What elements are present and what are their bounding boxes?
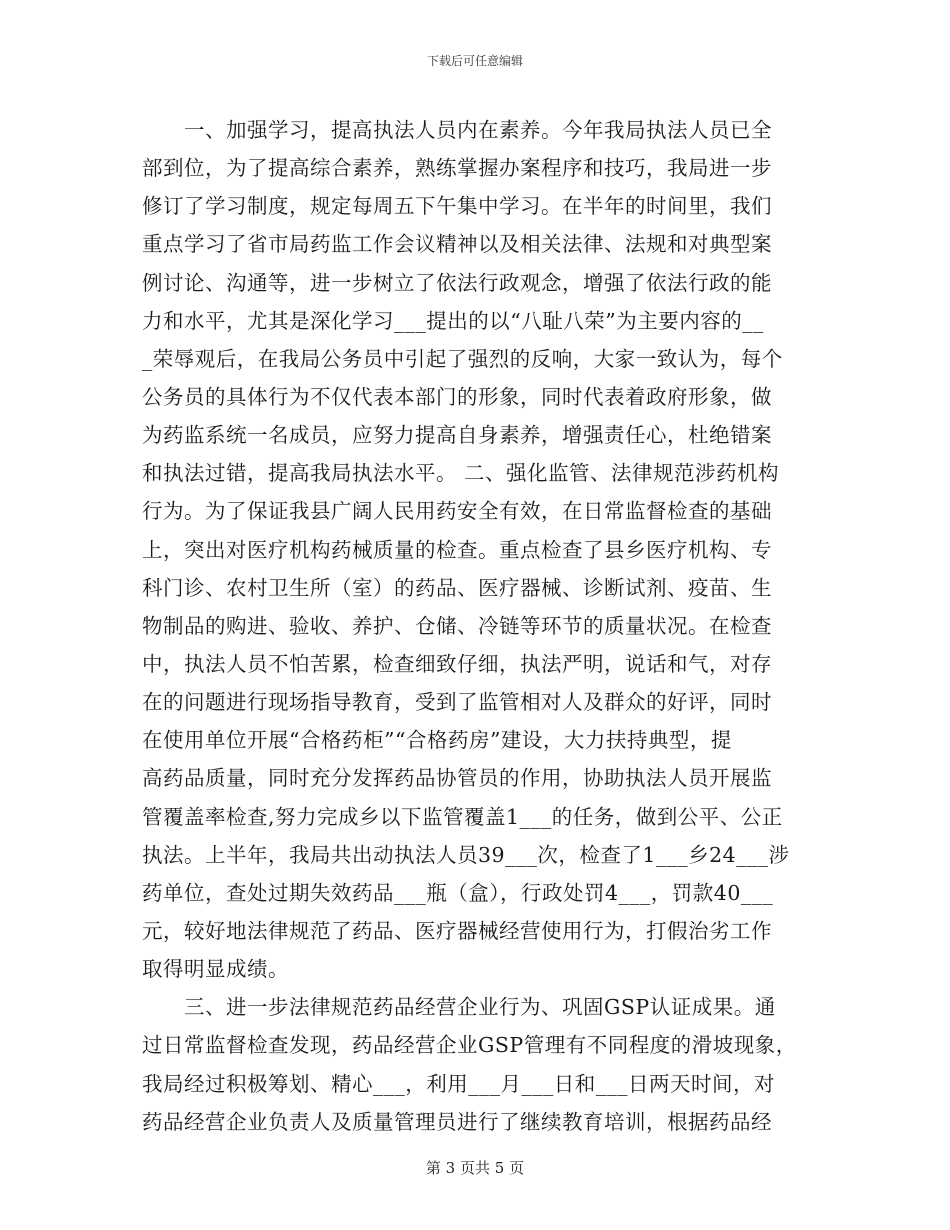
- text-line: 行为。为了保证我县广阔人民用药安全有效，在日常监督检查的基础: [142, 499, 772, 524]
- text-line: 管覆盖率检查,努力完成乡以下监管覆盖1___的任务，做到公平、公正: [142, 804, 783, 829]
- text-line: 科门诊、农村卫生所（室）的药品、医疗器械、诊断试剂、疫苗、生: [142, 575, 772, 600]
- text-line: 元，较好地法律规范了药品、医疗器械经营使用行为，打假治劣工作: [142, 918, 772, 943]
- text-line: 取得明显成绩。: [142, 957, 289, 982]
- text-line: 一、加强学习，提高执法人员内在素养。今年我局执法人员已全: [142, 118, 772, 142]
- document-body: [142, 111, 810, 1141]
- text-line: 过日常监督检查发现，药品经营企业GSP管理有不同程度的滑坡现象，: [142, 1033, 797, 1058]
- text-line: 高药品质量，同时充分发挥药品协管员的作用，协助执法人员开展监: [142, 766, 772, 791]
- text-line: 力和水平，尤其是深化学习___提出的以“八耻八荣”为主要内容的__: [142, 308, 764, 333]
- text-line: 中，执法人员不怕苦累，检查细致仔细，执法严明，说话和气，对存: [142, 651, 772, 676]
- text-line: 公务员的具体行为不仅代表本部门的形象，同时代表着政府形象，做: [142, 384, 772, 409]
- text-line: 在的问题进行现场指导教育，受到了监管相对人及群众的好评，同时: [142, 690, 772, 715]
- page-header: 下载后可任意编辑: [426, 54, 523, 68]
- text-line: 我局经过积极筹划、精心___，利用___月___日和___日两天时间，对: [142, 1071, 775, 1096]
- text-line: 上，突出对医疗机构药械质量的检查。重点检查了县乡医疗机构、专: [142, 537, 772, 562]
- page-number: 第 3 页共 5 页: [425, 1159, 525, 1177]
- text-line: 重点学习了省市局药监工作会议精神以及相关法律、法规和对典型案: [142, 232, 772, 257]
- text-line: 药品经营企业负责人及质量管理员进行了继续教育培训，根据药品经: [142, 1109, 772, 1134]
- text-line: 部到位，为了提高综合素养，熟练掌握办案程序和技巧，我局进一步: [142, 156, 772, 181]
- text-line: 物制品的购进、验收、养护、仓储、冷链等环节的质量状况。在检查: [142, 613, 772, 638]
- text-line: _荣辱观后，在我局公务员中引起了强烈的反响，大家一致认为，每个: [142, 346, 783, 371]
- text-line: 三、进一步法律规范药品经营企业行为、巩固GSP认证成果。通: [142, 995, 776, 1020]
- text-line: 在使用单位开展“合格药柜”“合格药房”建设，大力扶持典型，提: [142, 728, 732, 753]
- text-line: 例讨论、沟通等，进一步树立了依法行政观念，增强了依法行政的能: [142, 270, 772, 295]
- text-line: 为药监系统一名成员，应努力提高自身素养，增强责任心，杜绝错案: [142, 423, 772, 448]
- text-line: 修订了学习制度，规定每周五下午集中学习。在半年的时间里，我们: [142, 194, 772, 219]
- text-line: 执法。上半年，我局共出动执法人员39___次，检查了1___乡24___涉: [142, 842, 790, 867]
- text-line: 药单位，查处过期失效药品___瓶（盒），行政处罚4___，罚款40___: [142, 880, 774, 905]
- text-line: 和执法过错，提高我局执法水平。 二、强化监管、法律规范涉药机构: [142, 461, 780, 486]
